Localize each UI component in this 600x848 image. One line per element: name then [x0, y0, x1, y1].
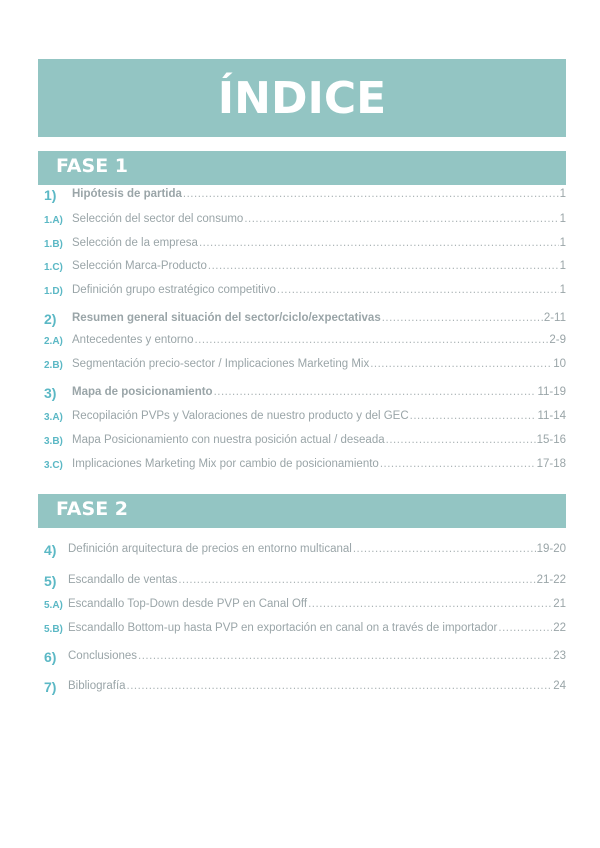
toc-entry-page: 10 [553, 358, 566, 370]
dot-leader [214, 386, 537, 398]
toc-entry-title: Selección de la empresa [72, 237, 198, 249]
toc-entry-line [68, 680, 566, 692]
toc-entry-line [72, 434, 566, 446]
toc-entry-number: 6) [44, 649, 57, 665]
dot-leader [277, 284, 559, 296]
toc-entry[interactable] [40, 358, 568, 374]
toc-entry-page: 23 [553, 650, 566, 662]
toc-entry-page: 11-14 [537, 410, 566, 422]
toc-entry[interactable] [40, 410, 568, 426]
phase-2-label: FASE 2 [56, 498, 129, 520]
toc-entry-page: 17-18 [536, 458, 566, 470]
toc-entry-number: 1.A) [44, 215, 63, 226]
dot-leader [178, 574, 535, 586]
dot-leader [410, 410, 537, 422]
toc-entry-title: Bibliografía [68, 680, 126, 692]
toc-entry-line [68, 574, 566, 586]
toc-entry[interactable] [40, 543, 568, 559]
toc-entry-line [72, 213, 566, 225]
toc-entry-page: 21-22 [536, 574, 566, 586]
toc-entry-line [68, 622, 566, 634]
toc-entry-line [72, 237, 566, 249]
toc-entry[interactable] [40, 260, 568, 276]
toc-entry-title: Hipótesis de partida [72, 188, 182, 200]
phase-1-label: FASE 1 [56, 155, 129, 177]
dot-leader [382, 312, 543, 324]
dot-leader [194, 334, 548, 346]
toc-entry-page: 2-11 [543, 312, 566, 324]
toc-entry-title: Escandallo Bottom-up hasta PVP en exportación en canal on a través de importador [68, 622, 498, 634]
toc-entry-title: Definición grupo estratégico competitivo [72, 284, 276, 296]
toc-entry[interactable] [40, 188, 568, 204]
toc-entry-line [72, 358, 566, 370]
toc-entry-number: 1.C) [44, 262, 63, 273]
toc-entry-line [68, 650, 566, 662]
toc-entry[interactable] [40, 213, 568, 229]
toc-entry-title: Recopilación PVPs y Valoraciones de nuestro producto y del GEC [72, 410, 409, 422]
title-banner [38, 59, 566, 137]
toc-entry-page: 1 [559, 284, 566, 296]
toc-entry-title: Conclusiones [68, 650, 138, 662]
toc-entry-page: 1 [559, 237, 566, 249]
toc-entry-title: Antecedentes y entorno [72, 334, 194, 346]
toc-entry-number: 1.B) [44, 239, 63, 250]
dot-leader [380, 458, 536, 470]
toc-entry-page: 1 [559, 188, 566, 200]
toc-entry-title: Escandallo de ventas [68, 574, 178, 586]
toc-entry-title: Mapa Posicionamiento con nuestra posición actual / deseada [72, 434, 385, 446]
dot-leader [127, 680, 553, 692]
dot-leader [199, 237, 559, 249]
toc-entry[interactable] [40, 434, 568, 450]
toc-entry-line [72, 334, 566, 346]
toc-entry-number: 1) [44, 187, 57, 203]
toc-entry-page: 15-16 [536, 434, 566, 446]
dot-leader [353, 543, 536, 555]
toc-entry-number: 5.A) [44, 600, 63, 611]
toc-entry-number: 4) [44, 542, 57, 558]
toc-entry-title: Implicaciones Marketing Mix por cambio de posicionamiento [72, 458, 379, 470]
toc-entry[interactable] [40, 284, 568, 300]
toc-entry[interactable] [40, 237, 568, 253]
toc-entry-line [68, 543, 566, 555]
toc-entry-title: Selección Marca-Producto [72, 260, 207, 272]
toc-entry-number: 3.B) [44, 436, 63, 447]
toc-entry-number: 7) [44, 679, 57, 695]
toc-entry-line [72, 188, 566, 200]
toc-entry-number: 3.A) [44, 412, 63, 423]
toc-entry-title: Mapa de posicionamiento [72, 386, 213, 398]
toc-entry-page: 2-9 [549, 334, 566, 346]
toc-entry[interactable] [40, 386, 568, 402]
toc-entry-number: 5.B) [44, 624, 63, 635]
toc-entry-title: Resumen general situación del sector/ciclo/expectativas [72, 312, 381, 324]
toc-entry-page: 11-19 [537, 386, 566, 398]
phase-2-header [38, 494, 566, 528]
toc-entry-line [72, 260, 566, 272]
toc-entry-title: Selección del sector del consumo [72, 213, 244, 225]
toc-entry-number: 2.B) [44, 360, 63, 371]
toc-entry-line [72, 458, 566, 470]
toc-entry-number: 1.D) [44, 286, 63, 297]
toc-entry-number: 3.C) [44, 460, 63, 471]
toc-entry-line [72, 284, 566, 296]
toc-entry-number: 5) [44, 573, 57, 589]
toc-entry-page: 1 [559, 213, 566, 225]
page-title: ÍNDICE [217, 72, 387, 124]
toc-entry-page: 21 [553, 598, 566, 610]
toc-entry-line [72, 312, 566, 324]
toc-entry-number: 2.A) [44, 336, 63, 347]
toc-entry-page: 19-20 [536, 543, 566, 555]
toc-entry-page: 24 [553, 680, 566, 692]
toc-entry[interactable] [40, 650, 568, 666]
toc-entry-title: Escandallo Top-Down desde PVP en Canal Off [68, 598, 308, 610]
dot-leader [138, 650, 552, 662]
toc-entry[interactable] [40, 334, 568, 350]
toc-entry-line [68, 598, 566, 610]
dot-leader [386, 434, 536, 446]
toc-entry[interactable] [40, 574, 568, 590]
toc-entry-number: 3) [44, 385, 57, 401]
toc-entry[interactable] [40, 622, 568, 638]
dot-leader [308, 598, 552, 610]
toc-entry-line [72, 386, 566, 398]
toc-entry-page: 22 [553, 622, 566, 634]
toc-entry[interactable] [40, 312, 568, 328]
dot-leader [498, 622, 552, 634]
toc-entry[interactable] [40, 598, 568, 614]
dot-leader [208, 260, 559, 272]
toc-entry[interactable] [40, 680, 568, 696]
toc-entry-number: 2) [44, 311, 57, 327]
dot-leader [370, 358, 552, 370]
toc-entry-line [72, 410, 566, 422]
dot-leader [244, 213, 558, 225]
phase-1-header [38, 151, 566, 185]
toc-entry-title: Definición arquitectura de precios en entorno multicanal [68, 543, 352, 555]
toc-entry-page: 1 [559, 260, 566, 272]
toc-entry[interactable] [40, 458, 568, 474]
dot-leader [183, 188, 559, 200]
toc-entry-title: Segmentación precio-sector / Implicaciones Marketing Mix [72, 358, 370, 370]
